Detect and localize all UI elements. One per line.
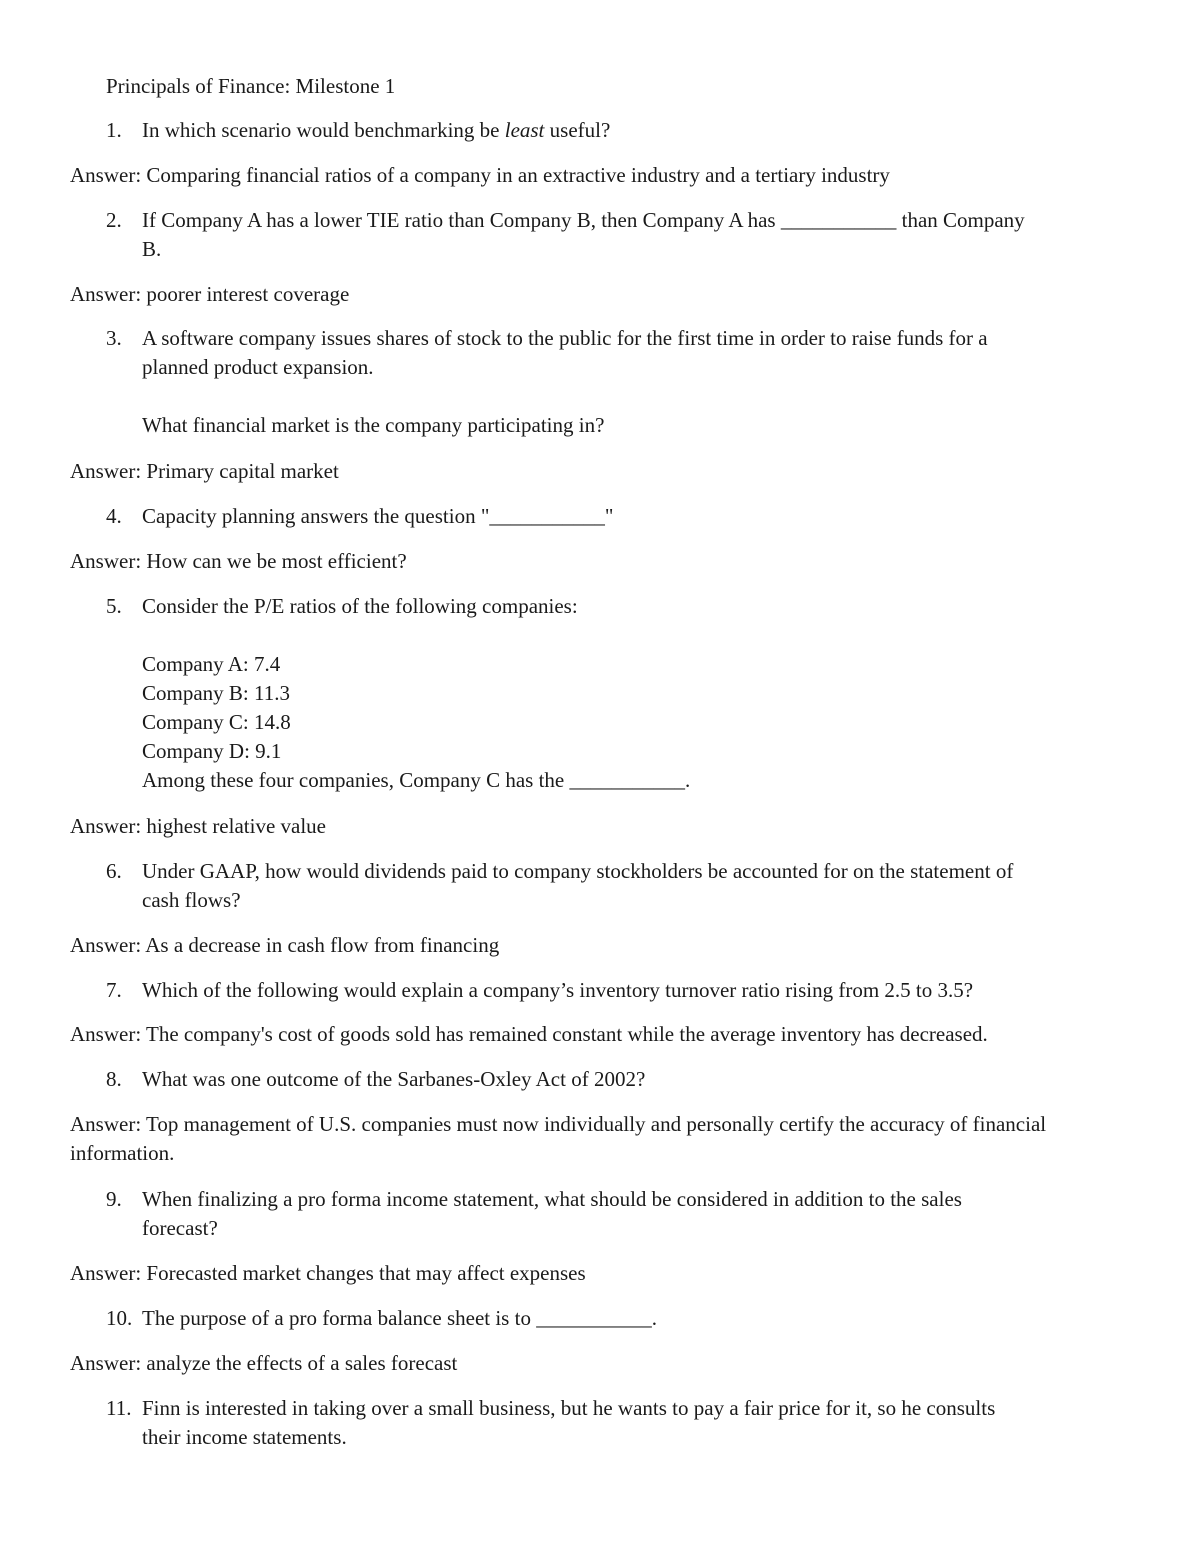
question-number: 8. — [106, 1067, 122, 1091]
question-text: If Company A has a lower TIE ratio than Company B, then Company A has ___________ than Company B. — [142, 208, 1025, 261]
question-6 — [106, 857, 1126, 915]
answer-6: Answer: As a decrease in cash flow from financing — [70, 933, 500, 957]
question-number: 5. — [106, 594, 122, 618]
question-10 — [106, 1304, 1126, 1333]
question-4 — [106, 502, 1126, 531]
question-7 — [106, 976, 1126, 1005]
question-9 — [106, 1185, 1126, 1243]
answer-1: Answer: Comparing financial ratios of a company in an extractive industry and a tertiary industry — [70, 163, 890, 187]
question-5 — [106, 592, 1126, 795]
answer-7: Answer: The company's cost of goods sold has remained constant while the average inventory has decreased. — [70, 1022, 988, 1046]
question-text: Under GAAP, how would dividends paid to company stockholders be accounted for on the statement of cash flows? — [142, 859, 1014, 912]
question-number: 2. — [106, 208, 122, 232]
list-item: Company D: 9.1 — [142, 739, 282, 763]
question-number: 4. — [106, 504, 122, 528]
question-text: Which of the following would explain a company’s inventory turnover ratio rising from 2.5 to 3.5? — [142, 978, 974, 1002]
question-number: 9. — [106, 1187, 122, 1211]
question-text: Finn is interested in taking over a small business, but he wants to pay a fair price for it, so he consults their income statements. — [142, 1396, 996, 1449]
answer-10: Answer: analyze the effects of a sales forecast — [70, 1351, 458, 1375]
list-item: Company A: 7.4 — [142, 652, 281, 676]
question-8 — [106, 1065, 1126, 1094]
list-item: Company C: 14.8 — [142, 710, 291, 734]
document-title: Principals of Finance: Milestone 1 — [106, 74, 396, 98]
question-text: Consider the P/E ratios of the following companies: Company A: 7.4 Company B: 11.3 Company C: 14.8 Company D: 9.1 Among these four companies, Company C has the ___________. — [142, 592, 1126, 795]
question-number: 6. — [106, 859, 122, 883]
question-number: 10. — [106, 1306, 133, 1330]
list-item: Company B: 11.3 — [142, 681, 290, 705]
answer-4: Answer: How can we be most efficient? — [70, 549, 407, 573]
question-text: In which scenario would benchmarking be least useful? — [142, 118, 611, 142]
answer-9: Answer: Forecasted market changes that may affect expenses — [70, 1261, 586, 1285]
answer-3: Answer: Primary capital market — [70, 459, 339, 483]
question-text: The purpose of a pro forma balance sheet is to ___________. — [142, 1306, 657, 1330]
question-text: A software company issues shares of stock to the public for the first time in order to raise funds for a planned product expansion. What financial market is the company participating in? — [142, 326, 988, 437]
question-number: 11. — [106, 1396, 132, 1420]
question-text: When finalizing a pro forma income statement, what should be considered in addition to the sales forecast? — [142, 1187, 962, 1240]
answer-2: Answer: poorer interest coverage — [70, 282, 350, 306]
question-2 — [106, 206, 1126, 264]
question-number: 1. — [106, 118, 122, 142]
question-number: 7. — [106, 978, 122, 1002]
answer-8: Answer: Top management of U.S. companies must now individually and personally certify the accuracy of financial information. — [70, 1112, 1047, 1165]
question-1 — [106, 116, 1126, 145]
question-text: Capacity planning answers the question "___________" — [142, 504, 614, 528]
answer-5: Answer: highest relative value — [70, 814, 326, 838]
emphasis-text: least — [504, 118, 545, 142]
question-number: 3. — [106, 326, 122, 350]
question-11 — [106, 1394, 1126, 1452]
question-3 — [106, 324, 1126, 440]
question-text: What was one outcome of the Sarbanes-Oxley Act of 2002? — [142, 1067, 646, 1091]
